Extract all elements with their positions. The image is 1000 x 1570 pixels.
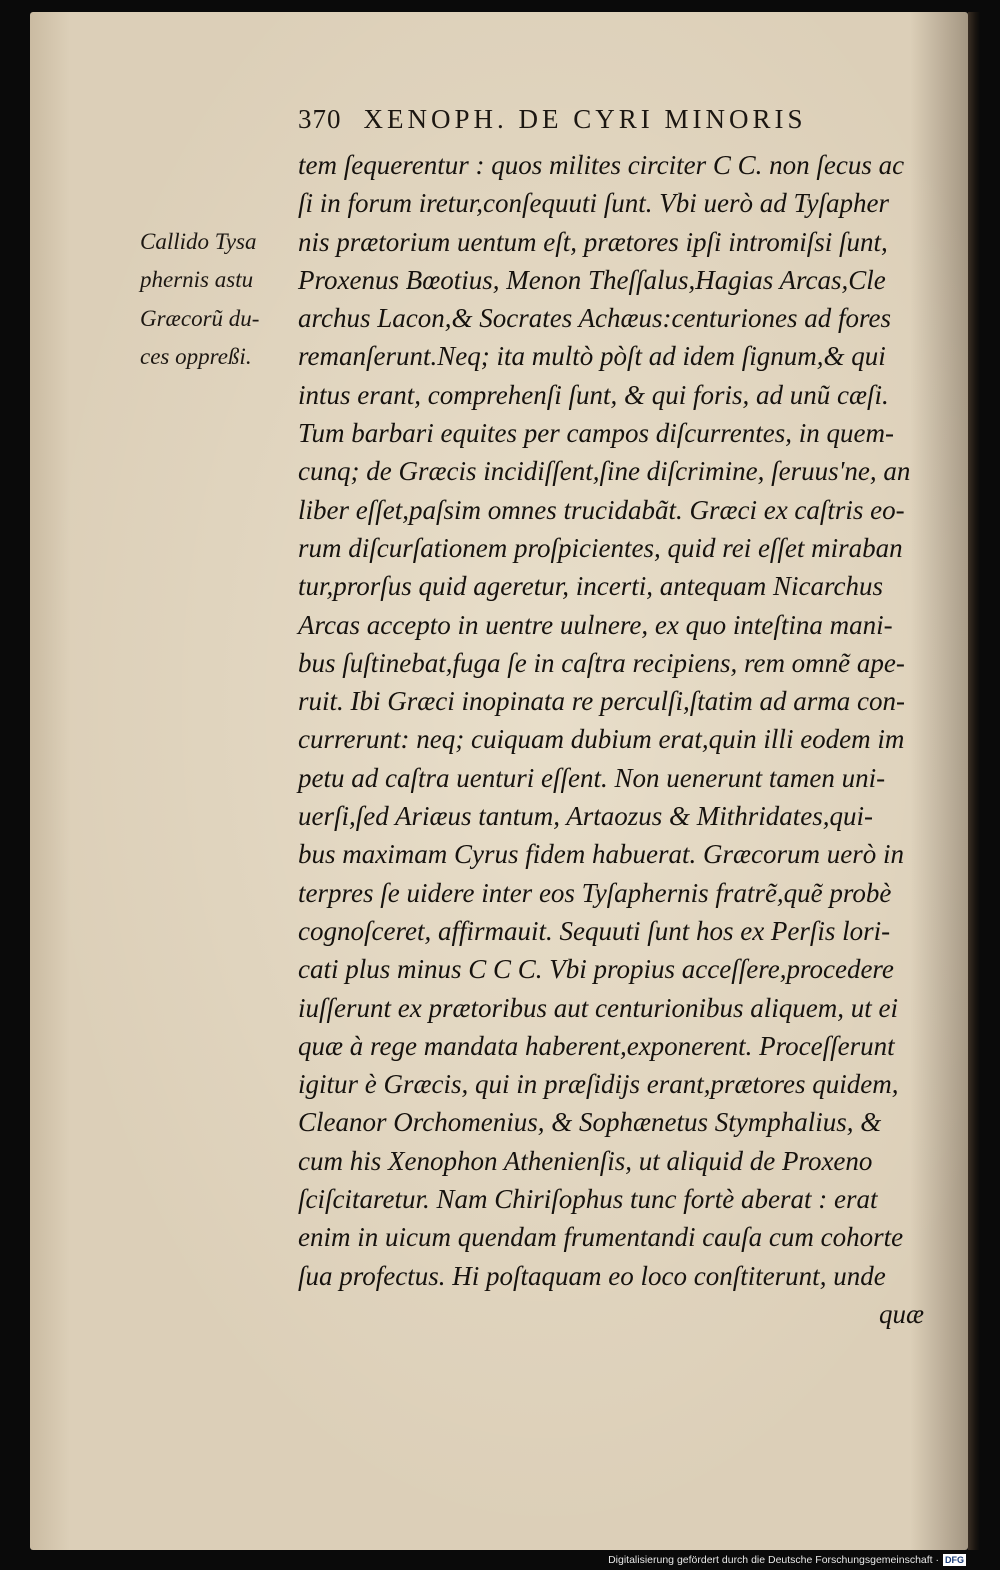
page-edge-shadow bbox=[968, 12, 980, 1550]
text-line: ſciſcitaretur. Nam Chiriſophus tunc fortè aberat : erat bbox=[298, 1184, 878, 1215]
funding-credit: Digitalisierung gefördert durch die Deutsche Forschungsgemeinschaft · bbox=[608, 1554, 939, 1566]
marginal-note-line: ces oppreßi. bbox=[140, 343, 252, 369]
text-line: bus ſuſtinebat,fuga ſe in caſtra recipiens, rem omnẽ ape- bbox=[298, 647, 905, 678]
text-line: nis prætorium uentum eſt, prætores ipſi intromiſsi ſunt, bbox=[298, 226, 888, 257]
text-line: intus erant, comprehenſi ſunt, & qui foris, ad unũ cæſi. bbox=[298, 379, 889, 410]
text-line: cognoſceret, affirmauit. Sequuti ſunt hos ex Perſis lori- bbox=[298, 915, 891, 946]
text-line: archus Lacon,& Socrates Achæus:centuriones ad fores bbox=[298, 303, 891, 334]
text-line: Cleanor Orchomenius, & Sophænetus Stymphalius, & bbox=[298, 1107, 882, 1138]
text-line: quæ à rege mandata haberent,exponerent. Proceſſerunt bbox=[298, 1030, 895, 1061]
text-line: ruit. Ibi Græci inopinata re perculſi,ſtatim ad arma con- bbox=[298, 686, 905, 717]
text-line: Tum barbari equites per campos diſcurrentes, in quem- bbox=[298, 418, 894, 449]
text-line: rum diſcurſationem proſpicientes, quid rei eſſet miraban bbox=[298, 532, 903, 563]
text-line: igitur è Græcis, qui in præſidijs erant,prætores quidem, bbox=[298, 1069, 899, 1100]
page-number: 370 bbox=[298, 104, 342, 134]
text-line: uerſi,ſed Ariæus tantum, Artaozus & Mithridates,qui- bbox=[298, 801, 874, 832]
marginal-note bbox=[140, 223, 290, 376]
marginal-note-line: Callido Tysa bbox=[140, 229, 257, 254]
catchword: quæ bbox=[878, 1298, 924, 1329]
running-title: XENOPH. DE CYRI MINORIS bbox=[363, 104, 807, 134]
text-line: petu ad caſtra uenturi eſſent. Non uenerunt tamen uni- bbox=[298, 762, 886, 793]
dfg-logo-icon: DFG bbox=[945, 1555, 964, 1565]
body-text bbox=[298, 146, 944, 1333]
text-line: ſi in forum iretur,conſequuti ſunt. Vbi uerò ad Tyſapher bbox=[298, 188, 889, 219]
text-line: terpres ſe uidere inter eos Tyſaphernis fratrẽ,quẽ probè bbox=[298, 877, 892, 908]
text-line: bus maximam Cyrus fidem habuerat. Græcorum uerò in bbox=[298, 839, 904, 870]
text-line: remanſerunt.Neq; ita multò pòſt ad idem ſignum,& qui bbox=[298, 341, 886, 372]
running-header bbox=[298, 104, 898, 135]
digitization-footer bbox=[608, 1554, 966, 1566]
text-line: iuſſerunt ex prætoribus aut centurionibus aliquem, ut ei bbox=[298, 992, 898, 1023]
text-line: Arcas accepto in uentre uulnere, ex quo inteſtina mani- bbox=[298, 609, 893, 640]
text-line: Proxenus Bœotius, Menon Theſſalus,Hagias Arcas,Cle bbox=[298, 264, 886, 295]
marginal-note-line: Græcorũ du- bbox=[140, 305, 260, 331]
marginal-note-line: phernis astu bbox=[140, 267, 254, 293]
text-line: ſua profectus. Hi poſtaquam eo loco conſtiterunt, unde bbox=[298, 1260, 886, 1291]
text-line: tem ſequerentur : quos milites circiter C C. non ſecus ac bbox=[298, 150, 905, 180]
text-line: tur,prorſus quid ageretur, incerti, antequam Nicarchus bbox=[298, 571, 883, 602]
text-line: currerunt: neq; cuiquam dubium erat,quin illi eodem im bbox=[298, 724, 905, 755]
text-line: cum his Xenophon Athenienſis, ut aliquid de Proxeno bbox=[298, 1145, 873, 1176]
text-line: enim in uicum quendam frumentandi cauſa cum cohorte bbox=[298, 1222, 904, 1253]
text-line: liber eſſet,paſsim omnes trucidabãt. Græci ex caſtris eo- bbox=[298, 494, 905, 525]
text-line: cati plus minus C C C. Vbi propius acceſſere,procedere bbox=[298, 954, 894, 985]
text-line: cunq; de Græcis incidiſſent,ſine diſcrimine, ſeruus'ne, an bbox=[298, 456, 911, 487]
